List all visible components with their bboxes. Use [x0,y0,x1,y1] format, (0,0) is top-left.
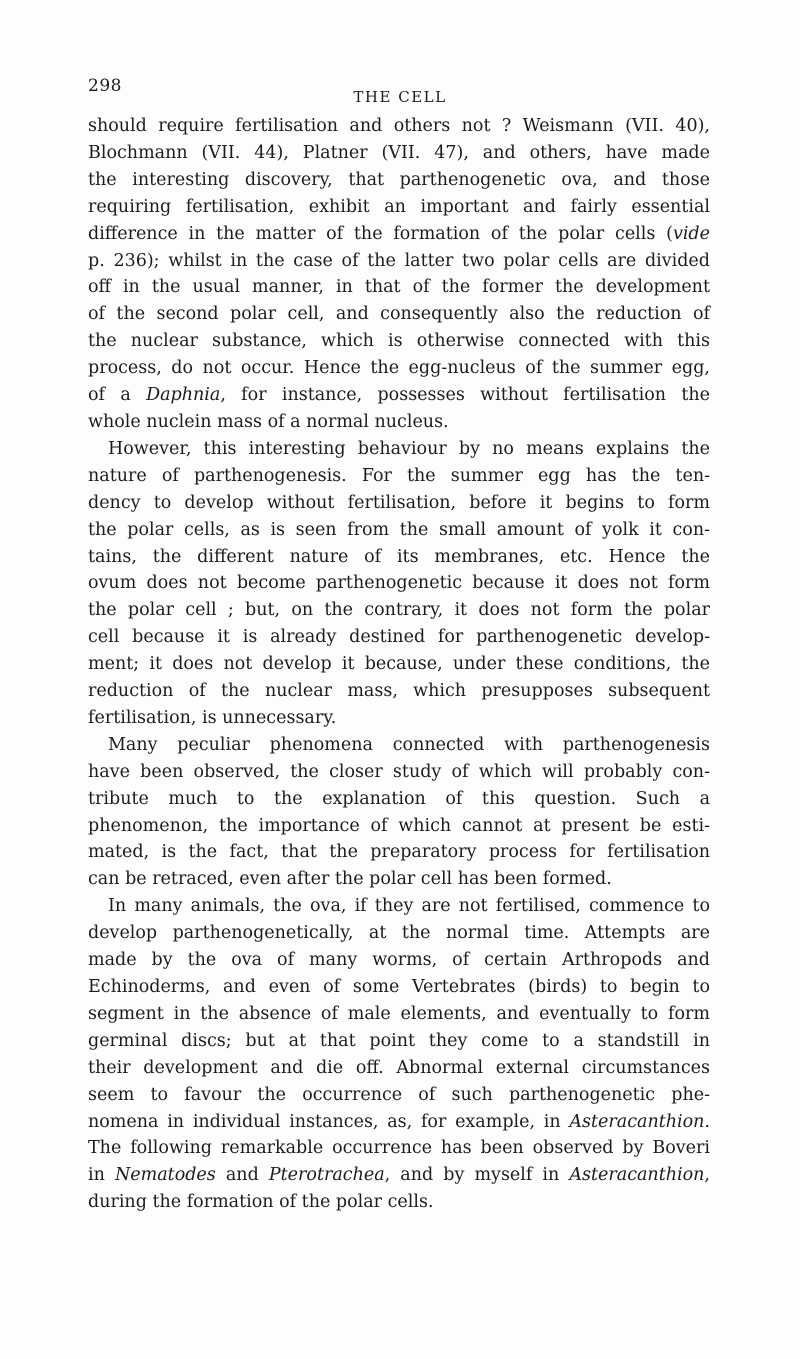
text-line [88,274,710,301]
text-segment: The following remarkable occurrence has been observed by Boveri [88,1138,710,1159]
text-line [88,786,710,813]
text-line [88,705,710,732]
text-segment: can be retraced, even after the polar cell has been formed. [88,869,612,890]
text-segment: of a [88,385,147,406]
text-segment: process, do not occur. Hence the egg-nucleus of the summer egg, [88,358,710,379]
text-segment: , for instance, possesses without fertilisation the [220,385,710,406]
text-segment: mated, is the fact, that the preparatory process for fertilisation [88,842,710,863]
text-segment: reduction of the nuclear mass, which presupposes subsequent [88,681,710,702]
text-segment: However, this interesting behaviour by no means explains the [108,438,710,459]
text-line [88,1028,710,1055]
text-segment: the interesting discovery, that parthenogenetic ova, and those [88,169,710,190]
text-line [88,1082,710,1109]
text-line [88,517,710,544]
page-number: 298 [88,76,122,96]
text-line [88,221,710,248]
text-line [88,113,710,140]
text-line [88,409,710,436]
italic-text: Asteracanthion. [569,1111,710,1132]
text-segment: made by the ova of many worms, of certain Arthropods and [88,950,710,971]
text-segment: nomena in individual instances, as, for example, in [88,1111,570,1132]
italic-text: Nematodes [114,1165,216,1186]
text-line [88,140,710,167]
text-segment: Echinoderms, and even of some Vertebrates (birds) to begin to [88,977,710,997]
text-line [88,1135,710,1162]
text-line [88,194,710,221]
text-line [88,624,710,651]
text-segment: whole nuclein mass of a normal nucleus. [88,411,449,432]
text-line [88,301,710,328]
text-segment: requiring fertilisation, exhibit an important and fairly essential [88,196,710,217]
text-line [88,974,710,1001]
text-segment: dency to develop without fertilisation, before it begins to form [88,492,710,513]
text-segment: the polar cell ; but, on the contrary, it does not form the polar [88,600,710,621]
text-line [88,1162,710,1189]
text-line [88,597,710,624]
text-line [88,570,710,597]
text-segment: , and by myself in [384,1165,570,1186]
text-line [88,436,710,463]
text-line [88,732,710,759]
text-segment: during the formation of the polar cells. [88,1192,434,1213]
text-line [88,490,710,517]
text-segment: difference in the matter of the formation of the polar cells ( [88,223,673,244]
text-segment: fertilisation, is unnecessary. [88,707,337,728]
text-segment: have been observed, the closer study of which will probably con- [88,761,710,782]
text-segment: should require fertilisation and others not ? Weismann (VII. 40), [88,116,710,136]
text-segment: In many animals, the ova, if they are not fertilised, commence to [108,896,710,917]
text-segment: cell because it is already destined for parthenogenetic develop- [88,627,710,648]
text-line [88,248,710,275]
text-line [88,167,710,194]
text-segment: off in the usual manner, in that of the former the development [88,277,710,298]
text-line [88,544,710,571]
text-line [88,866,710,893]
text-line [88,382,710,409]
text-segment: Blochmann (VII. 44), Platner (VII. 47), and others, have made [88,142,710,163]
text-line [88,1001,710,1028]
text-segment: ment; it does not develop it because, under these conditions, the [88,654,710,675]
text-segment: develop parthenogenetically, at the normal time. Attempts are [88,923,710,944]
text-segment: Many peculiar phenomena connected with parthenogenesis [108,734,710,755]
text-line [88,328,710,355]
text-line [88,1055,710,1082]
text-segment: phenomenon, the importance of which cannot at present be esti- [88,815,710,836]
text-line [88,651,710,678]
text-line [88,759,710,786]
text-segment: tribute much to the explanation of this question. Such a [88,788,710,809]
text-segment: seem to favour the occurrence of such parthenogenetic phe- [88,1084,710,1105]
text-segment: the polar cells, as is seen from the small amount of yolk it con- [88,519,710,540]
text-line [88,893,710,920]
text-segment: tains, the different nature of its membranes, etc. Hence the [88,546,710,567]
text-segment: the nuclear substance, which is otherwise connected with this [88,331,710,352]
italic-text: Asteracanthion [569,1165,705,1186]
text-line [88,355,710,382]
text-segment: in [88,1165,115,1186]
text-line [88,947,710,974]
italic-text: vide [672,223,710,244]
body-text [88,113,710,1216]
text-segment: nature of parthenogenesis. For the summer egg has the ten- [88,465,710,486]
text-line [88,678,710,705]
text-segment: , [704,1165,710,1186]
italic-text: Pterotrachea [268,1165,385,1186]
text-segment: germinal discs; but at that point they come to a standstill in [88,1030,710,1051]
text-segment: their development and die off. Abnormal external circumstances [88,1057,710,1078]
italic-text: Daphnia [146,385,221,406]
text-segment: of the second polar cell, and consequently also the reduction of [88,304,710,325]
running-title: THE CELL [353,88,447,106]
text-segment: ovum does not become parthenogenetic because it does not form [88,573,710,594]
text-line [88,839,710,866]
text-line [88,1109,710,1136]
text-line [88,920,710,947]
text-segment: segment in the absence of male elements, and eventually to form [88,1003,710,1024]
text-line [88,463,710,490]
text-segment: p. 236); whilst in the case of the latter two polar cells are divided [88,250,710,271]
text-line [88,813,710,840]
text-line [88,1189,710,1216]
text-segment: and [215,1165,269,1186]
